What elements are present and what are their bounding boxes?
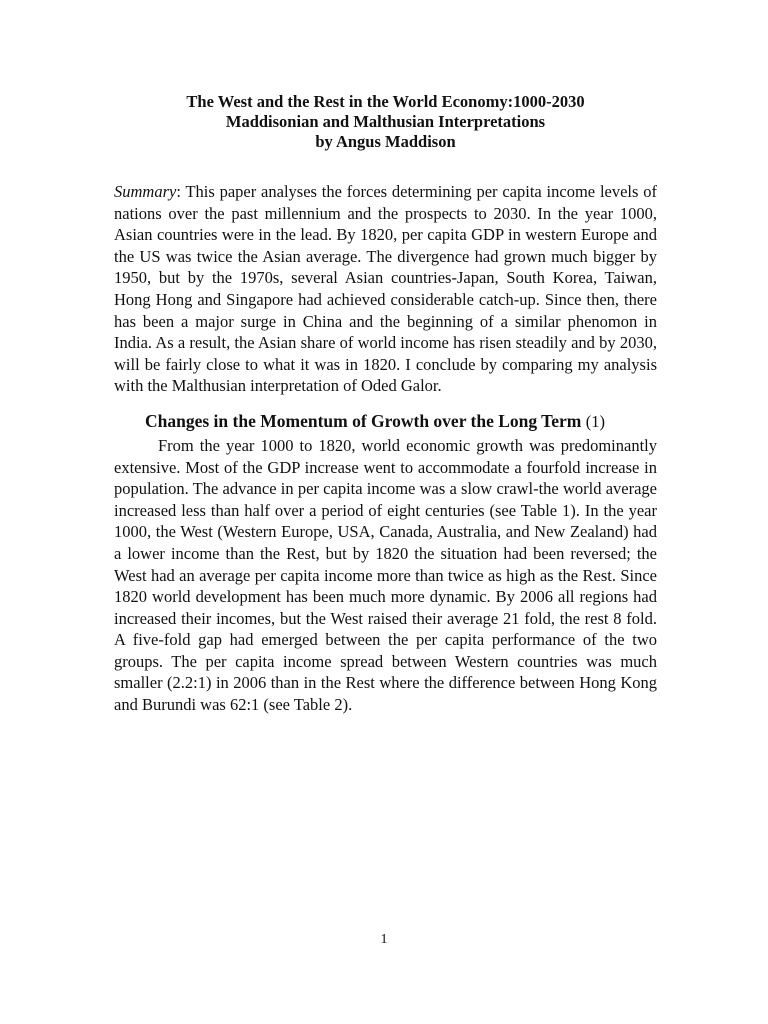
summary-paragraph <box>114 181 657 397</box>
title-line-1: The West and the Rest in the World Economy:1000-2030 <box>186 92 585 111</box>
section-heading-text: Changes in the Momentum of Growth over the Long Term <box>145 410 582 431</box>
title-line-2: Maddisonian and Malthusian Interpretations <box>225 112 546 131</box>
section-heading <box>114 410 657 433</box>
summary-text: : This paper analyses the forces determining per capita income levels of nations over the past millennium and the prospects to 2030. In the year 1000, Asian countries were in the lead. By 1820, per capita GDP in western Europe and the US was twice the Asian average. The divergence had grown much bigger by 1950, but by the 1970s, several Asian countries-Japan, South Korea, Taiwan, Hong Hong and Singapore had achieved considerable catch-up. Since then, there has been a major surge in China and the beginning of a similar phenomon in India. As a result, the Asian share of world income has risen steadily and by 2030, will be fairly close to what it was in 1820. I conclude by comparing my analysis with the Malthusian interpretation of Oded Galor. <box>114 182 657 396</box>
body-paragraph: From the year 1000 to 1820, world economic growth was predominantly extensive. Most of the GDP increase went to accommodate a fourfold increase in population. The advance in per capita income was a slow crawl-the world average increased less than half over a period of eight centuries (see Table 1). In the year 1000, the West (Western Europe, USA, Canada, Australia, and New Zealand) had a lower income than the Rest, but by 1820 the situation had been reversed; the West had an average per capita income more than twice as high as the Rest. Since 1820 world development has been much more dynamic. By 2006 all regions had increased their incomes, but the West raised their average 21 fold, the rest 8 fold. A five-fold gap had emerged between the per capita performance of the two groups. The per capita income spread between Western countries was much smaller (2.2:1) in 2006 than in the Rest where the difference between Hong Kong and Burundi was 62:1 (see Table 2). <box>114 435 657 715</box>
document-page <box>114 92 657 716</box>
footnote-reference: (1) <box>585 411 605 431</box>
page-number: 1 <box>380 932 388 947</box>
paper-title <box>114 92 657 152</box>
author-line: by Angus Maddison <box>315 132 456 151</box>
summary-lead: Summary <box>114 182 177 201</box>
